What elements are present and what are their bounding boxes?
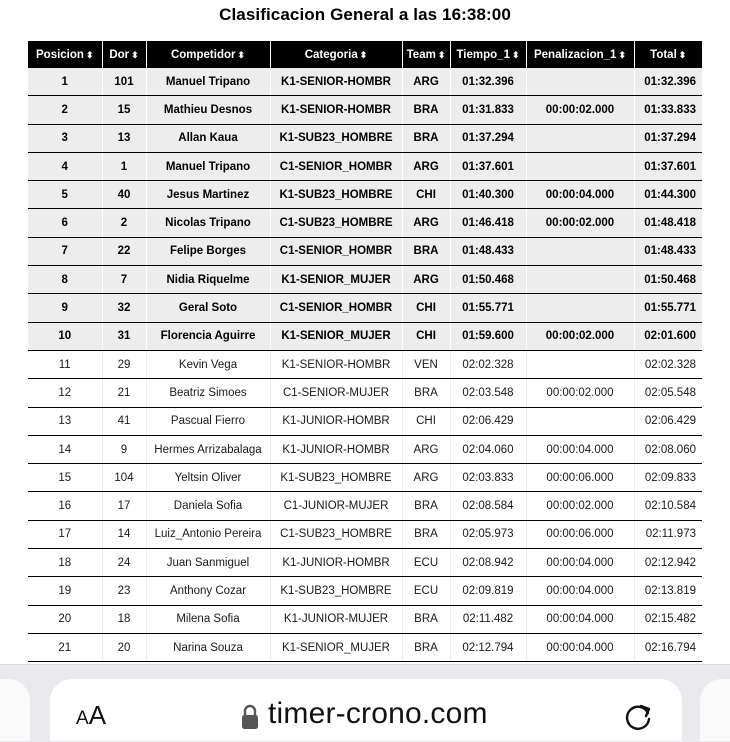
sort-icon[interactable]: ⬍: [237, 49, 246, 60]
cell-position: 17: [28, 520, 102, 548]
cell-total: 02:05.548: [634, 379, 702, 407]
cell-time: 01:32.396: [450, 68, 526, 96]
results-table: [28, 41, 702, 662]
cell-time: 01:59.600: [450, 322, 526, 350]
cell-penalty: [526, 294, 634, 322]
cell-total: 01:37.601: [634, 152, 702, 180]
cell-position: 13: [28, 407, 102, 435]
column-header-dor[interactable]: [102, 41, 146, 68]
table-row: [28, 237, 702, 265]
cell-position: 11: [28, 350, 102, 378]
cell-position: 9: [28, 294, 102, 322]
cell-team: ARG: [402, 464, 450, 492]
cell-position: 5: [28, 181, 102, 209]
cell-penalty: 00:00:04.000: [526, 633, 634, 661]
cell-category: C1-SENIOR_HOMBR: [270, 237, 402, 265]
cell-time: 01:50.468: [450, 266, 526, 294]
cell-penalty: 00:00:06.000: [526, 464, 634, 492]
cell-time: 01:37.294: [450, 124, 526, 152]
sort-icon[interactable]: ⬍: [678, 49, 687, 60]
sort-icon[interactable]: ⬍: [618, 49, 626, 60]
table-row: [28, 577, 702, 605]
cell-team: CHI: [402, 407, 450, 435]
cell-total: 01:44.300: [634, 181, 702, 209]
table-row: [28, 464, 702, 492]
cell-bib: 101: [102, 68, 146, 96]
cell-time: 02:06.429: [450, 407, 526, 435]
cell-penalty: [526, 266, 634, 294]
cell-competitor: Milena Sofia: [146, 605, 270, 633]
sort-icon[interactable]: ⬍: [511, 49, 520, 60]
cell-category: K1-SENIOR_MUJER: [270, 633, 402, 661]
cell-competitor: Jesus Martinez: [146, 181, 270, 209]
table-row: [28, 322, 702, 350]
cell-penalty: 00:00:02.000: [526, 379, 634, 407]
cell-team: ARG: [402, 152, 450, 180]
cell-category: C1-SUB23_HOMBRE: [270, 520, 402, 548]
cell-time: 02:08.942: [450, 549, 526, 577]
cell-time: 02:03.833: [450, 464, 526, 492]
cell-penalty: [526, 152, 634, 180]
cell-position: 6: [28, 209, 102, 237]
table-row: [28, 350, 702, 378]
column-header-label: Penalizacion_1: [533, 48, 617, 61]
cell-category: K1-SENIOR-HOMBR: [270, 350, 402, 378]
cell-total: 01:48.433: [634, 237, 702, 265]
table-row: [28, 379, 702, 407]
table-row: [28, 181, 702, 209]
text-size-button[interactable]: [76, 700, 106, 731]
cell-time: 02:02.328: [450, 350, 526, 378]
cell-total: 02:08.060: [634, 435, 702, 463]
column-header-penalizacion-1[interactable]: [526, 41, 634, 68]
cell-time: 02:03.548: [450, 379, 526, 407]
cell-position: 7: [28, 237, 102, 265]
cell-total: 01:55.771: [634, 294, 702, 322]
table-row: [28, 266, 702, 294]
column-header-label: Posicion: [36, 48, 84, 61]
column-header-categoria[interactable]: [270, 41, 402, 68]
cell-bib: 31: [102, 322, 146, 350]
cell-total: 02:16.794: [634, 633, 702, 661]
cell-bib: 21: [102, 379, 146, 407]
table-row: [28, 124, 702, 152]
column-header-competidor[interactable]: [146, 41, 270, 68]
cell-total: 02:06.429: [634, 407, 702, 435]
cell-competitor: Anthony Cozar: [146, 577, 270, 605]
table-row: [28, 435, 702, 463]
cell-position: 12: [28, 379, 102, 407]
reload-icon[interactable]: [622, 700, 656, 734]
cell-competitor: Nidia Riquelme: [146, 266, 270, 294]
cell-team: BRA: [402, 379, 450, 407]
cell-team: VEN: [402, 350, 450, 378]
cell-competitor: Luiz_Antonio Pereira: [146, 520, 270, 548]
table-row: [28, 605, 702, 633]
cell-penalty: 00:00:04.000: [526, 181, 634, 209]
cell-penalty: [526, 407, 634, 435]
cell-position: 16: [28, 492, 102, 520]
column-header-label: Total: [650, 48, 677, 61]
cell-penalty: [526, 350, 634, 378]
cell-total: 02:02.328: [634, 350, 702, 378]
cell-team: ARG: [402, 209, 450, 237]
text-size-big-glyph: A: [88, 700, 107, 730]
column-header-label: Dor: [109, 48, 130, 61]
sort-icon[interactable]: ⬍: [85, 49, 94, 60]
table-row: [28, 520, 702, 548]
cell-position: 1: [28, 68, 102, 96]
cell-time: 02:12.794: [450, 633, 526, 661]
cell-category: K1-SUB23_HOMBRE: [270, 124, 402, 152]
cell-penalty: 00:00:04.000: [526, 577, 634, 605]
previous-tab-edge[interactable]: [0, 679, 30, 741]
cell-bib: 20: [102, 633, 146, 661]
cell-team: ARG: [402, 266, 450, 294]
cell-time: 01:46.418: [450, 209, 526, 237]
cell-total: 01:37.294: [634, 124, 702, 152]
cell-category: C1-SENIOR_HOMBR: [270, 294, 402, 322]
cell-competitor: Pascual Fierro: [146, 407, 270, 435]
cell-time: 02:09.819: [450, 577, 526, 605]
cell-category: K1-JUNIOR-HOMBR: [270, 407, 402, 435]
cell-team: BRA: [402, 492, 450, 520]
column-header-label: Competidor: [170, 48, 236, 61]
cell-total: 02:09.833: [634, 464, 702, 492]
cell-competitor: Manuel Tripano: [146, 68, 270, 96]
column-header-total[interactable]: [634, 41, 702, 68]
table-row: [28, 492, 702, 520]
cell-category: K1-SUB23_HOMBRE: [270, 577, 402, 605]
cell-competitor: Florencia Aguirre: [146, 322, 270, 350]
cell-competitor: Yeltsin Oliver: [146, 464, 270, 492]
cell-time: 01:37.601: [450, 152, 526, 180]
cell-category: K1-SENIOR_MUJER: [270, 266, 402, 294]
cell-penalty: 00:00:04.000: [526, 549, 634, 577]
cell-total: 01:50.468: [634, 266, 702, 294]
sort-icon[interactable]: ⬍: [131, 49, 139, 60]
cell-category: K1-JUNIOR-HOMBR: [270, 549, 402, 577]
cell-time: 01:55.771: [450, 294, 526, 322]
cell-competitor: Kevin Vega: [146, 350, 270, 378]
cell-bib: 14: [102, 520, 146, 548]
cell-category: C1-SENIOR_HOMBR: [270, 152, 402, 180]
cell-total: 02:12.942: [634, 549, 702, 577]
cell-competitor: Juan Sanmiguel: [146, 549, 270, 577]
sort-icon[interactable]: ⬍: [359, 49, 368, 60]
column-header-label: Tiempo_1: [456, 48, 510, 61]
cell-time: 01:31.833: [450, 96, 526, 124]
cell-category: K1-SENIOR-HOMBR: [270, 68, 402, 96]
url-text[interactable]: timer-crono.com: [268, 697, 488, 730]
cell-penalty: 00:00:02.000: [526, 209, 634, 237]
cell-competitor: Felipe Borges: [146, 237, 270, 265]
column-header-posicion[interactable]: [28, 41, 102, 68]
cell-bib: 32: [102, 294, 146, 322]
cell-time: 02:05.973: [450, 520, 526, 548]
cell-competitor: Manuel Tripano: [146, 152, 270, 180]
cell-competitor: Mathieu Desnos: [146, 96, 270, 124]
table-header-row: [28, 41, 702, 68]
cell-total: 02:01.600: [634, 322, 702, 350]
cell-position: 2: [28, 96, 102, 124]
cell-total: 02:13.819: [634, 577, 702, 605]
table-row: [28, 407, 702, 435]
column-header-team[interactable]: [402, 41, 450, 68]
cell-category: K1-SENIOR-HOMBR: [270, 96, 402, 124]
cell-team: ECU: [402, 549, 450, 577]
cell-bib: 40: [102, 181, 146, 209]
table-row: [28, 96, 702, 124]
cell-penalty: 00:00:04.000: [526, 435, 634, 463]
cell-category: C1-SUB23_HOMBRE: [270, 209, 402, 237]
cell-total: 02:15.482: [634, 605, 702, 633]
cell-penalty: [526, 237, 634, 265]
cell-team: BRA: [402, 633, 450, 661]
page-title: Clasificacion General a las 16:38:00: [219, 5, 511, 24]
cell-competitor: Daniela Sofia: [146, 492, 270, 520]
cell-time: 01:48.433: [450, 237, 526, 265]
cell-bib: 1: [102, 152, 146, 180]
cell-position: 21: [28, 633, 102, 661]
cell-team: CHI: [402, 322, 450, 350]
cell-penalty: 00:00:06.000: [526, 520, 634, 548]
cell-category: K1-SUB23_HOMBRE: [270, 464, 402, 492]
cell-bib: 7: [102, 266, 146, 294]
cell-position: 3: [28, 124, 102, 152]
cell-team: ARG: [402, 435, 450, 463]
cell-bib: 18: [102, 605, 146, 633]
cell-bib: 22: [102, 237, 146, 265]
cell-penalty: [526, 124, 634, 152]
cell-position: 14: [28, 435, 102, 463]
next-tab-edge[interactable]: [700, 679, 730, 741]
cell-penalty: 00:00:02.000: [526, 492, 634, 520]
cell-total: 01:32.396: [634, 68, 702, 96]
cell-time: 02:04.060: [450, 435, 526, 463]
cell-competitor: Geral Soto: [146, 294, 270, 322]
cell-total: 02:11.973: [634, 520, 702, 548]
column-header-label: Team: [406, 48, 436, 61]
cell-team: BRA: [402, 124, 450, 152]
cell-position: 15: [28, 464, 102, 492]
cell-team: ECU: [402, 577, 450, 605]
cell-team: BRA: [402, 605, 450, 633]
cell-team: BRA: [402, 237, 450, 265]
cell-penalty: 00:00:02.000: [526, 322, 634, 350]
cell-total: 01:48.418: [634, 209, 702, 237]
cell-time: 02:11.482: [450, 605, 526, 633]
sort-icon[interactable]: ⬍: [437, 49, 446, 60]
table-row: [28, 68, 702, 96]
cell-team: CHI: [402, 294, 450, 322]
cell-bib: 23: [102, 577, 146, 605]
table-row: [28, 633, 702, 661]
cell-position: 10: [28, 322, 102, 350]
cell-position: 19: [28, 577, 102, 605]
cell-team: CHI: [402, 181, 450, 209]
cell-category: K1-SENIOR_MUJER: [270, 322, 402, 350]
cell-total: 01:33.833: [634, 96, 702, 124]
column-header-label: Categoria: [304, 48, 358, 61]
cell-bib: 13: [102, 124, 146, 152]
cell-category: K1-SUB23_HOMBRE: [270, 181, 402, 209]
cell-competitor: Nicolas Tripano: [146, 209, 270, 237]
cell-position: 8: [28, 266, 102, 294]
table-row: [28, 549, 702, 577]
cell-bib: 17: [102, 492, 146, 520]
cell-position: 20: [28, 605, 102, 633]
cell-penalty: 00:00:02.000: [526, 96, 634, 124]
lock-icon: [240, 704, 260, 730]
table-row: [28, 294, 702, 322]
cell-time: 02:08.584: [450, 492, 526, 520]
table-row: [28, 209, 702, 237]
cell-bib: 2: [102, 209, 146, 237]
cell-position: 4: [28, 152, 102, 180]
cell-bib: 29: [102, 350, 146, 378]
cell-category: C1-JUNIOR-MUJER: [270, 492, 402, 520]
cell-penalty: 00:00:04.000: [526, 605, 634, 633]
cell-team: ARG: [402, 68, 450, 96]
cell-total: 02:10.584: [634, 492, 702, 520]
cell-penalty: [526, 68, 634, 96]
cell-category: K1-JUNIOR-HOMBR: [270, 435, 402, 463]
cell-bib: 24: [102, 549, 146, 577]
cell-competitor: Beatriz Simoes: [146, 379, 270, 407]
table-body: [28, 68, 702, 662]
cell-competitor: Allan Kaua: [146, 124, 270, 152]
cell-time: 01:40.300: [450, 181, 526, 209]
cell-team: BRA: [402, 520, 450, 548]
cell-bib: 15: [102, 96, 146, 124]
cell-category: C1-SENIOR-MUJER: [270, 379, 402, 407]
cell-competitor: Hermes Arrizabalaga: [146, 435, 270, 463]
table-row: [28, 152, 702, 180]
cell-position: 18: [28, 549, 102, 577]
cell-bib: 104: [102, 464, 146, 492]
cell-competitor: Narina Souza: [146, 633, 270, 661]
text-size-small-glyph: A: [76, 708, 89, 729]
cell-bib: 41: [102, 407, 146, 435]
cell-category: K1-JUNIOR-MUJER: [270, 605, 402, 633]
cell-team: BRA: [402, 96, 450, 124]
cell-bib: 9: [102, 435, 146, 463]
column-header-tiempo-1[interactable]: [450, 41, 526, 68]
